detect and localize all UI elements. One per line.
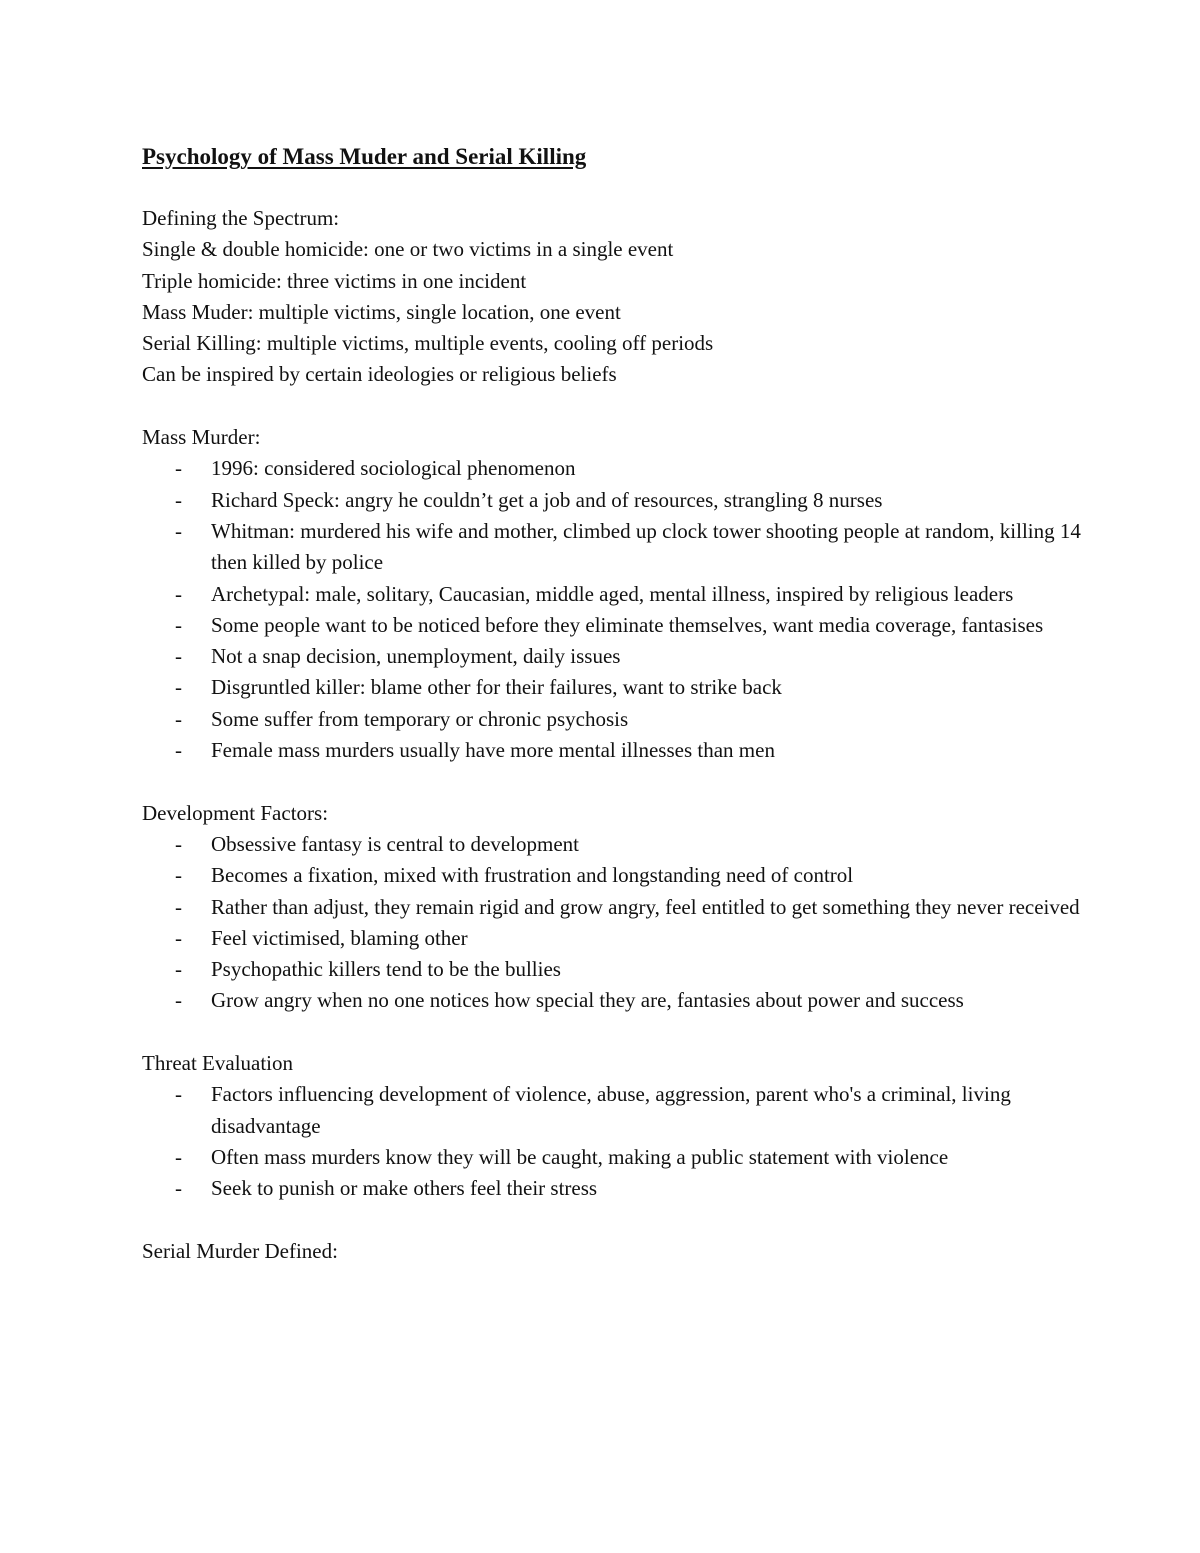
bullet-dash: - xyxy=(175,644,182,669)
bullet-dash: - xyxy=(175,518,182,543)
bullet-dash: - xyxy=(175,612,182,637)
bullet-dash: - xyxy=(175,925,182,950)
bullet-dash: - xyxy=(175,706,182,731)
list-item xyxy=(142,641,1091,672)
list-item xyxy=(142,453,1091,484)
bullet-dash: - xyxy=(175,456,182,481)
list-item-text: Grow angry when no one notices how special they are, fantasies about power and success xyxy=(211,988,964,1013)
bullet-dash: - xyxy=(175,894,182,919)
bullet-dash: - xyxy=(175,1082,182,1107)
list-item-text: Factors influencing development of violence, abuse, aggression, parent who's a criminal, living disadvantage xyxy=(211,1082,1011,1138)
list-item-text: Some suffer from temporary or chronic psychosis xyxy=(211,706,629,731)
list-item xyxy=(142,1173,1091,1204)
bullet-dash: - xyxy=(175,988,182,1013)
bullet-dash: - xyxy=(175,487,182,512)
development-list xyxy=(142,829,1080,1017)
spectrum-line: Can be inspired by certain ideologies or religious beliefs xyxy=(142,362,617,387)
bullet-dash: - xyxy=(175,738,182,763)
list-item-text: Female mass murders usually have more mental illnesses than men xyxy=(211,738,775,763)
list-item xyxy=(142,985,1091,1016)
spectrum-heading: Defining the Spectrum: xyxy=(142,206,340,230)
list-item xyxy=(142,954,1091,985)
bullet-dash: - xyxy=(175,957,182,982)
mass-murder-heading: Mass Murder: xyxy=(142,425,261,450)
bullet-dash: - xyxy=(175,831,182,856)
spectrum-line: Serial Killing: multiple victims, multiple events, cooling off periods xyxy=(142,331,714,356)
list-item-text: Whitman: murdered his wife and mother, climbed up clock tower shooting people at random, killing 14 then killed by police xyxy=(211,518,1081,575)
section-gap xyxy=(142,1017,1080,1048)
list-item xyxy=(142,516,1091,579)
spectrum-line: Triple homicide: three victims in one incident xyxy=(142,268,527,293)
list-item xyxy=(142,892,1091,923)
list-item xyxy=(142,579,1091,610)
list-item xyxy=(142,1142,1091,1173)
bullet-dash: - xyxy=(175,675,182,700)
list-item-text: Psychopathic killers tend to be the bullies xyxy=(211,957,561,982)
list-item xyxy=(142,1079,1091,1142)
list-item xyxy=(142,672,1091,703)
section-gap xyxy=(142,391,1080,422)
threat-list xyxy=(142,1079,1080,1204)
bullet-dash: - xyxy=(175,863,182,888)
list-item-text: Disgruntled killer: blame other for their failures, want to strike back xyxy=(211,675,782,700)
bullet-dash: - xyxy=(175,1176,182,1201)
list-item xyxy=(142,610,1091,641)
spectrum-line: Mass Muder: multiple victims, single location, one event xyxy=(142,299,621,324)
bullet-dash: - xyxy=(175,581,182,606)
spectrum-line: Single & double homicide: one or two victims in a single event xyxy=(142,237,674,262)
serial-heading: Serial Murder Defined: xyxy=(142,1238,338,1263)
list-item-text: Feel victimised, blaming other xyxy=(211,925,468,950)
section-gap xyxy=(142,1205,1080,1236)
list-item-text: Archetypal: male, solitary, Caucasian, middle aged, mental illness, inspired by religious leaders xyxy=(211,581,1014,606)
list-item xyxy=(142,923,1091,954)
list-item-text: Richard Speck: angry he couldn’t get a job and of resources, strangling 8 nurses xyxy=(211,487,883,512)
threat-heading: Threat Evaluation xyxy=(142,1051,294,1076)
list-item-text: Seek to punish or make others feel their stress xyxy=(211,1176,598,1201)
bullet-dash: - xyxy=(175,1144,182,1169)
list-item-text: Rather than adjust, they remain rigid and grow angry, feel entitled to get something they never received xyxy=(211,894,1080,919)
list-item xyxy=(142,860,1091,891)
list-item xyxy=(142,735,1091,766)
list-item-text: Often mass murders know they will be caught, making a public statement with violence xyxy=(211,1144,949,1169)
list-item-text: Not a snap decision, unemployment, daily issues xyxy=(211,644,621,669)
list-item xyxy=(142,485,1091,516)
development-heading: Development Factors: xyxy=(142,800,329,825)
list-item-text: Obsessive fantasy is central to development xyxy=(211,831,579,856)
list-item-text: Becomes a fixation, mixed with frustration and longstanding need of control xyxy=(211,863,854,888)
list-item xyxy=(142,704,1091,735)
list-item xyxy=(142,829,1091,860)
section-gap xyxy=(142,766,1080,797)
mass-murder-list xyxy=(142,453,1080,766)
list-item-text: 1996: considered sociological phenomenon xyxy=(211,456,576,481)
document-title: Psychology of Mass Muder and Serial Killing xyxy=(142,144,587,169)
list-item-text: Some people want to be noticed before they eliminate themselves, want media coverage, fantasises xyxy=(211,612,1044,637)
